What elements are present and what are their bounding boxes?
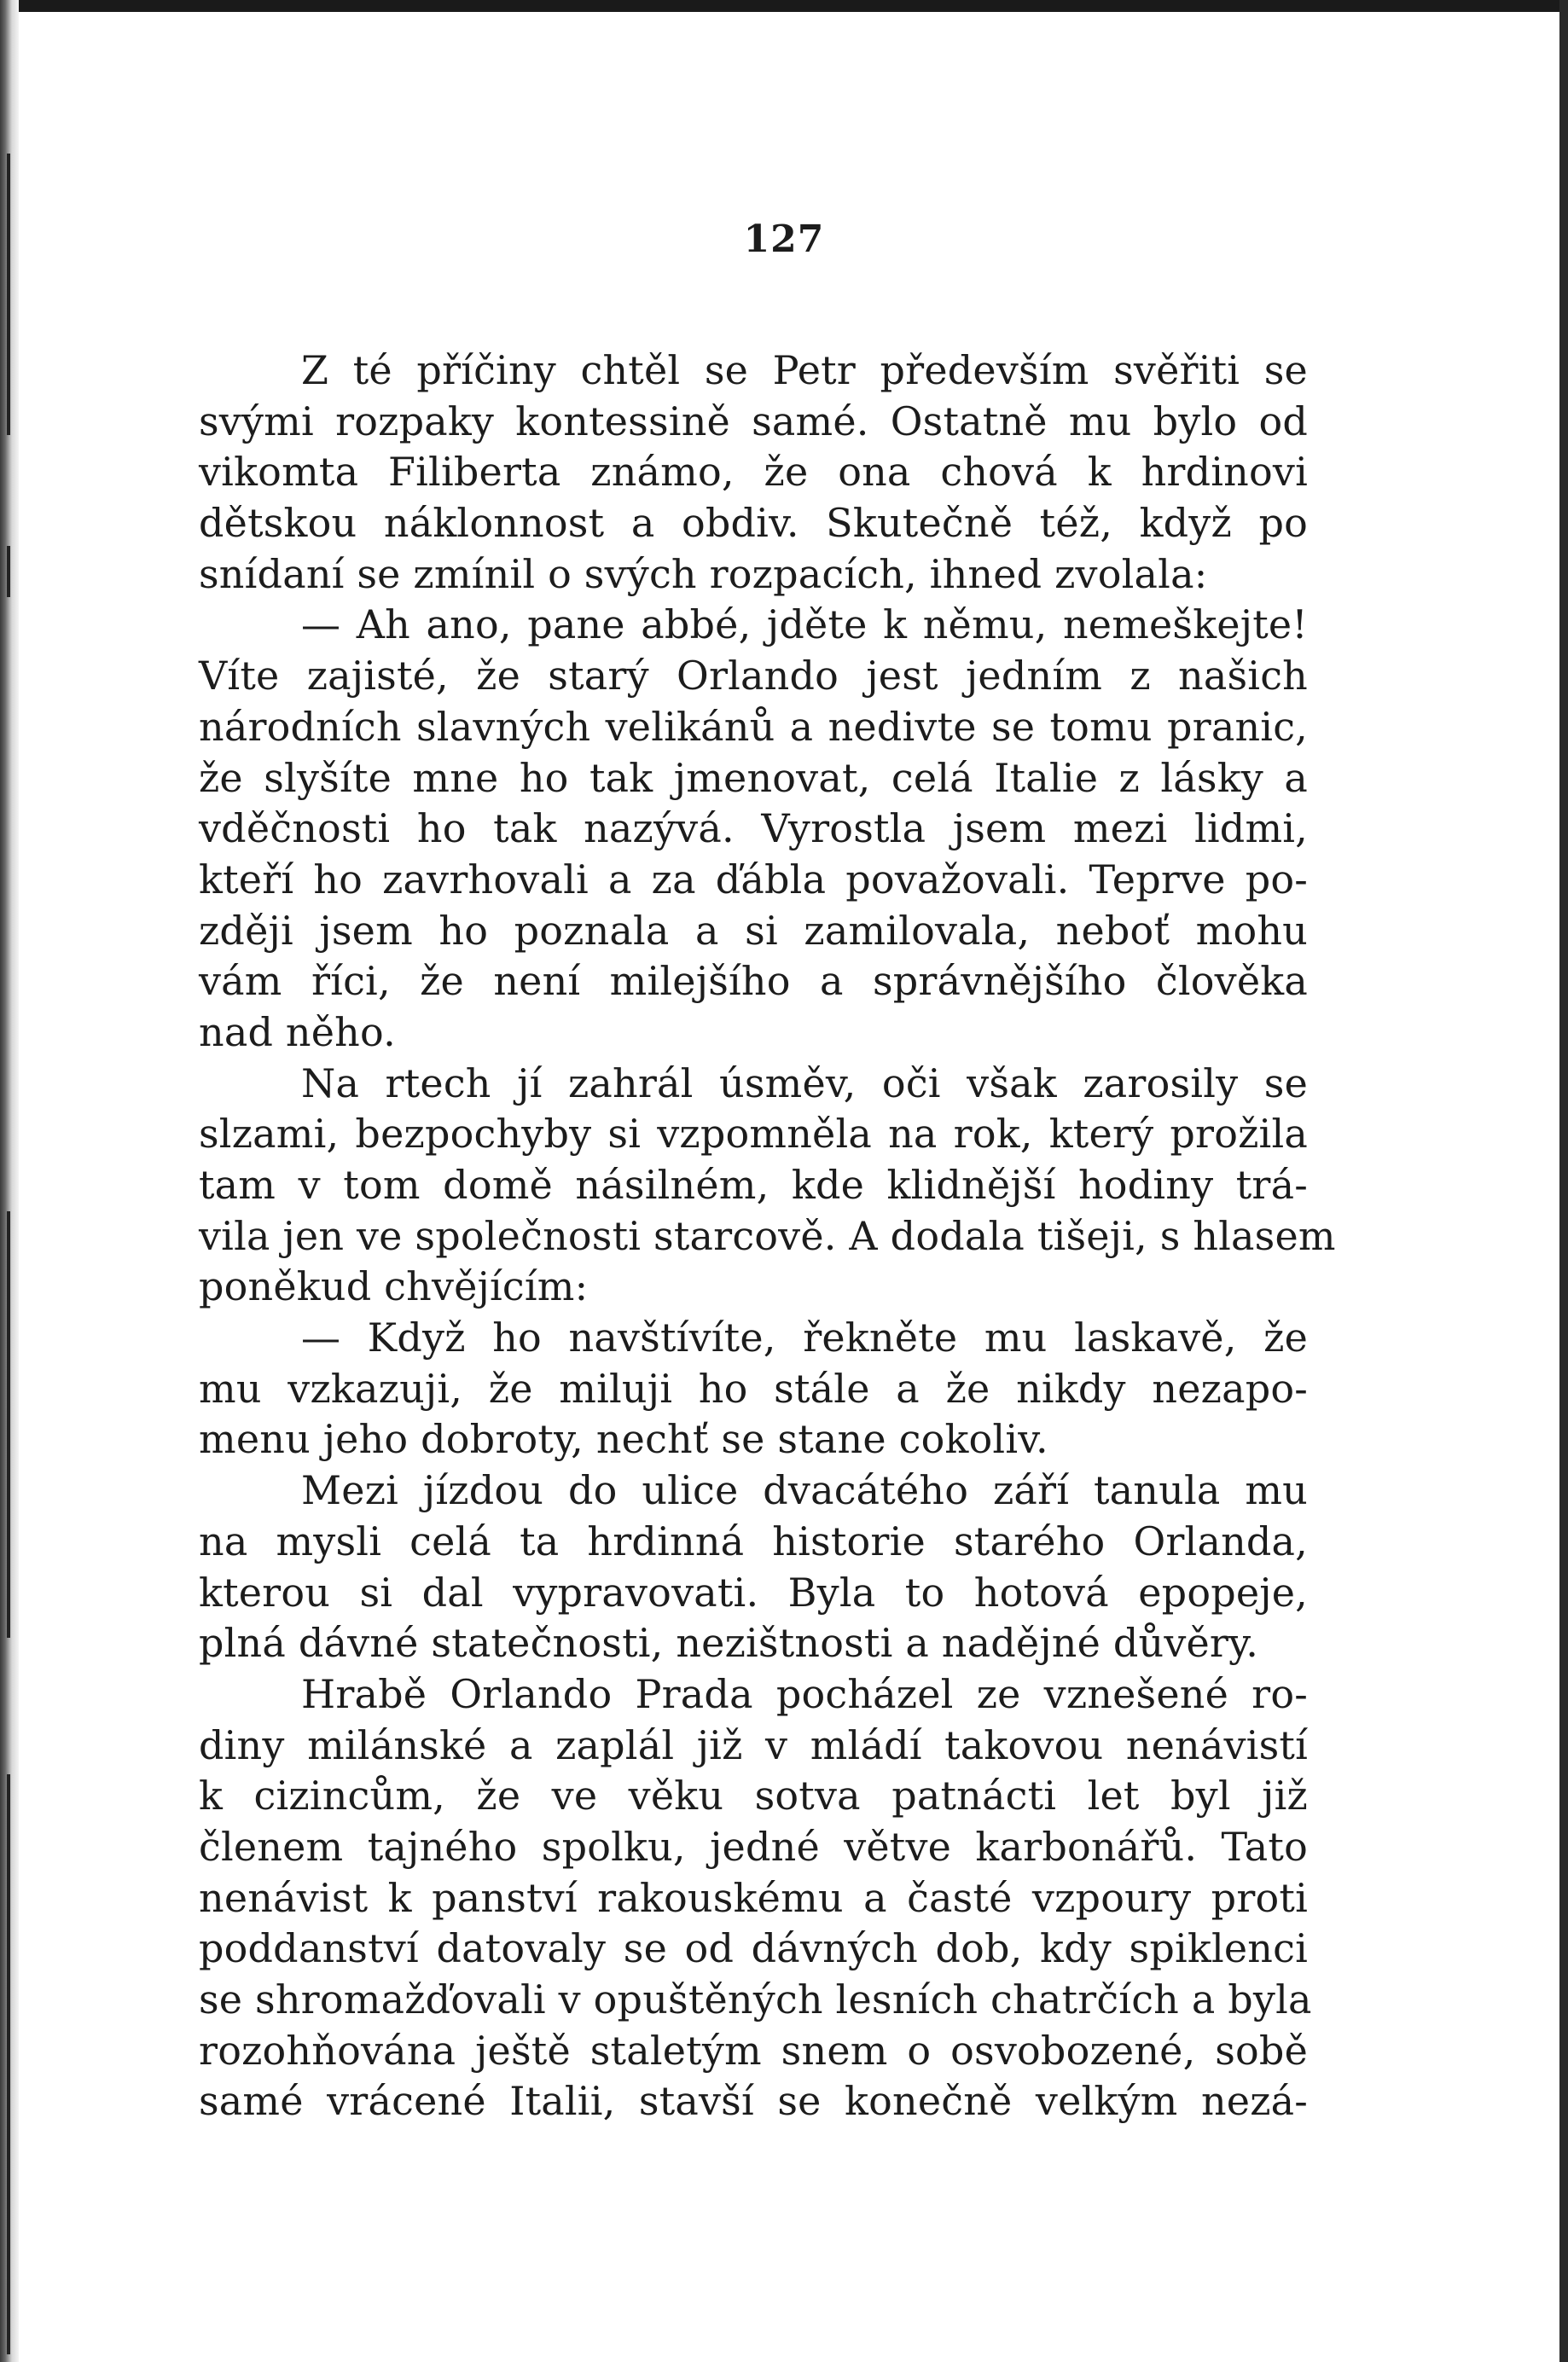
text-line: poddanství datovaly se od dávných dob, kdy spiklenci bbox=[199, 1925, 1308, 1972]
text-line: Víte zajisté, že starý Orlando jest jedním z našich bbox=[199, 653, 1308, 699]
text-line: členem tajného spolku, jedné větve karbonářů. Tato bbox=[199, 1823, 1308, 1870]
text-line: vděčnosti ho tak nazývá. Vyrostla jsem mezi lidmi, bbox=[199, 805, 1308, 852]
scan-border-top bbox=[0, 0, 1568, 12]
text-line: slzami, bezpochyby si vzpomněla na rok, který prožila bbox=[199, 1111, 1308, 1158]
text-line: nad něho. bbox=[199, 1008, 396, 1055]
text-line: rozohňována ještě staletým snem o osvobozené, sobě bbox=[199, 2027, 1308, 2074]
body-text bbox=[199, 345, 1336, 2127]
text-line: poněkud chvějícím: bbox=[199, 1263, 589, 1310]
text-line: národních slavných velikánů a nedivte se tomu pranic, bbox=[199, 703, 1308, 750]
text-line: kteří ho zavrhovali a za ďábla považovali. Teprve po- bbox=[199, 856, 1308, 902]
text-line: zději jsem ho poznala a si zamilovala, neboť mohu bbox=[199, 907, 1308, 954]
text-line: Na rtech jí zahrál úsměv, oči však zarosily se bbox=[301, 1059, 1308, 1106]
text-line: — Když ho navštívíte, řekněte mu laskavě, že bbox=[301, 1314, 1308, 1361]
scan-mark bbox=[7, 154, 10, 435]
text-line: mu vzkazuji, že miluji ho stále a že nikdy nezapo- bbox=[199, 1365, 1308, 1412]
text-line: vila jen ve společnosti starcově. A dodala tišeji, s hlasem bbox=[199, 1212, 1336, 1259]
text-line: samé vrácené Italii, stavší se konečně velkým nezá- bbox=[199, 2078, 1308, 2125]
text-line: nenávist k panství rakouskému a časté vzpoury proti bbox=[199, 1874, 1308, 1921]
scan-mark bbox=[7, 546, 10, 597]
text-line: kterou si dal vypravovati. Byla to hotová epopeje, bbox=[199, 1569, 1308, 1616]
text-line: — Ah ano, pane abbé, jděte k němu, nemeškejte! bbox=[301, 601, 1308, 648]
scan-mark bbox=[7, 1211, 10, 1638]
text-line: se shromažďovali v opuštěných lesních chatrčích a byla bbox=[199, 1976, 1312, 2022]
text-line: dětskou náklonnost a obdiv. Skutečně též, když po bbox=[199, 500, 1308, 547]
text-line: menu jeho dobroty, nechť se stane cokoliv. bbox=[199, 1416, 1048, 1463]
scan-mark bbox=[7, 1774, 10, 2354]
text-line: Hrabě Orlando Prada pocházel ze vznešené ro- bbox=[301, 1670, 1308, 1717]
text-line: vám říci, že není milejšího a správnějšího člověka bbox=[199, 958, 1308, 1005]
text-line: plná dávné statečnosti, nezištnosti a nadějné důvěry. bbox=[199, 1620, 1259, 1667]
text-line: k cizincům, že ve věku sotva patnácti let byl již bbox=[199, 1773, 1308, 1819]
text-line: na mysli celá ta hrdinná historie starého Orlanda, bbox=[199, 1518, 1308, 1564]
text-line: že slyšíte mne ho tak jmenovat, celá Italie z lásky a bbox=[199, 754, 1308, 801]
text-line: diny milánské a zaplál již v mládí takovou nenávistí bbox=[199, 1721, 1308, 1768]
text-line: tam v tom domě násilném, kde klidnější hodiny trá- bbox=[199, 1162, 1308, 1208]
text-line: svými rozpaky kontessině samé. Ostatně mu bylo od bbox=[199, 398, 1308, 444]
scan-border-right bbox=[1559, 0, 1568, 2362]
text-line: Mezi jízdou do ulice dvacátého září tanula mu bbox=[301, 1467, 1308, 1514]
text-line: vikomta Filiberta známo, že ona chová k hrdinovi bbox=[199, 449, 1308, 496]
page-number: 127 bbox=[743, 218, 825, 261]
text-line: snídaní se zmínil o svých rozpacích, ihned zvolala: bbox=[199, 550, 1208, 597]
text-line: Z té příčiny chtěl se Petr především svěřiti se bbox=[301, 347, 1308, 393]
